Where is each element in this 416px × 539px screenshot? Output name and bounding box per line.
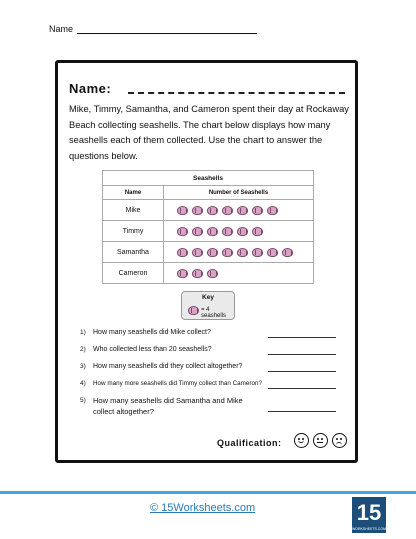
row-name: Timmy (103, 221, 164, 242)
seashell-icon (177, 227, 188, 236)
logo-text: WORKSHEETS.COM (352, 527, 387, 531)
worksheet-name-line[interactable] (128, 92, 345, 94)
seashell-icon (192, 269, 203, 278)
question-text: How many seashells did they collect altogether? (93, 363, 243, 370)
table-row (103, 200, 314, 221)
chart-key (181, 291, 235, 320)
qualification-label: Qualification: (217, 438, 282, 448)
answer-line-4[interactable] (268, 388, 336, 389)
seashell-icon (237, 206, 248, 215)
answer-line-3[interactable] (268, 371, 336, 372)
footer-divider (0, 491, 416, 494)
question-text: How many seashells did Mike collect? (93, 329, 211, 336)
table-row (103, 242, 314, 263)
key-title: Key (202, 294, 214, 301)
seashell-icon (252, 227, 263, 236)
logo-number: 15 (356, 500, 382, 525)
column-header-name: Name (103, 186, 164, 200)
seashell-icon (207, 248, 218, 257)
neutral-face-icon[interactable] (313, 433, 328, 448)
row-symbols (164, 242, 314, 263)
site-logo[interactable] (352, 497, 386, 533)
question-text: How many more seashells did Timmy collect than Cameron? (93, 380, 263, 387)
worksheet-name-label: Name: (69, 81, 112, 96)
question-number: 1) (80, 329, 86, 336)
answer-line-5[interactable] (268, 411, 336, 412)
seashell-icon (192, 206, 203, 215)
answer-line-2[interactable] (268, 354, 336, 355)
row-symbols (164, 263, 314, 284)
table-row (103, 221, 314, 242)
seashell-icon (207, 227, 218, 236)
seashell-icon (252, 248, 263, 257)
seashell-icon (237, 248, 248, 257)
row-name: Cameron (103, 263, 164, 284)
table-row (103, 263, 314, 284)
column-header-seashells: Number of Seashells (164, 186, 314, 200)
seashell-icon (222, 227, 233, 236)
row-symbols (164, 221, 314, 242)
question-number: 3) (80, 363, 86, 370)
seashell-icon (177, 248, 188, 257)
seashell-icon (177, 269, 188, 278)
question-text-line2: collect altogether? (93, 407, 154, 416)
seashell-icon (222, 248, 233, 257)
seashell-icon (267, 248, 278, 257)
seashell-icon (282, 248, 293, 257)
chart-title: Seashells (103, 171, 314, 186)
seashell-icon (237, 227, 248, 236)
question-number: 5) (80, 397, 86, 404)
seashell-icon (222, 206, 233, 215)
pictograph-table (102, 170, 314, 284)
question-text: Who collected less than 20 seashells? (93, 346, 212, 353)
question-number: 4) (80, 380, 86, 387)
seashell-icon (252, 206, 263, 215)
question-text: How many seashells did Samantha and Mike (93, 396, 243, 405)
row-symbols (164, 200, 314, 221)
name-line[interactable] (77, 33, 257, 34)
name-label: Name (49, 24, 74, 34)
key-text: = 4 seashells (201, 307, 227, 319)
sad-face-icon[interactable] (332, 433, 347, 448)
seashell-icon (177, 206, 188, 215)
answer-line-1[interactable] (268, 337, 336, 338)
happy-face-icon[interactable] (294, 433, 309, 448)
seashell-icon (188, 306, 199, 315)
question-number: 2) (80, 346, 86, 353)
seashell-icon (192, 248, 203, 257)
seashell-icon (267, 206, 278, 215)
intro-paragraph: Mike, Timmy, Samantha, and Cameron spent their day at Rockaway Beach collecting seashells. The chart below displays how many seashells each of them collected. Use the chart to answer the questions below. (69, 104, 349, 161)
seashell-icon (207, 269, 218, 278)
row-name: Samantha (103, 242, 164, 263)
seashell-icon (207, 206, 218, 215)
copyright-link[interactable]: © 15Worksheets.com (150, 502, 256, 514)
row-name: Mike (103, 200, 164, 221)
seashell-icon (192, 227, 203, 236)
